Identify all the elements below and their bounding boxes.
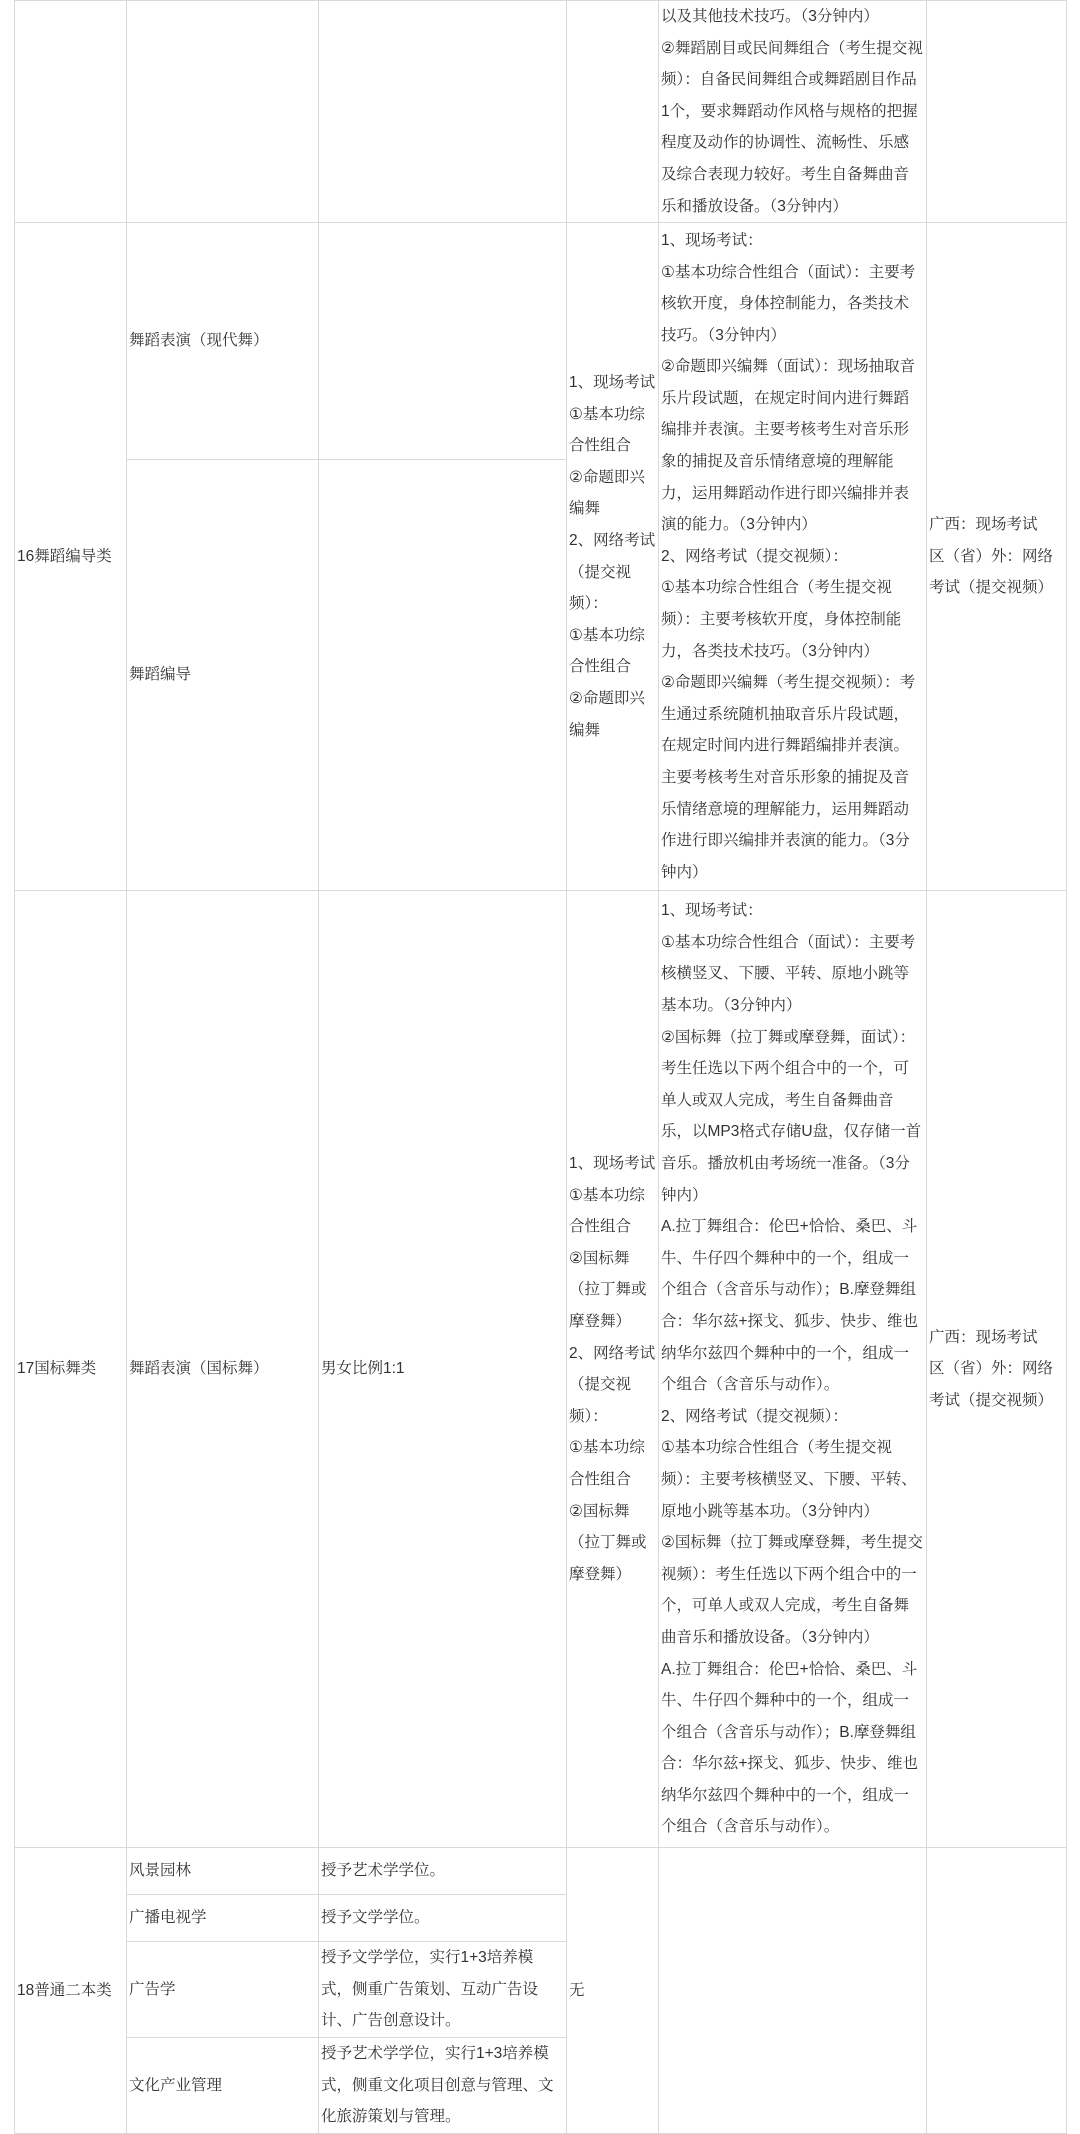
table-row — [15, 1848, 1067, 1895]
content-cell — [659, 1848, 927, 2134]
major-cell: 舞蹈表演（国标舞） — [127, 891, 319, 1848]
projects-cell — [567, 1, 659, 223]
location-cell — [927, 1, 1067, 223]
location-cell: 广西：现场考试 区（省）外：网络考试（提交视频） — [927, 891, 1067, 1848]
note-cell — [319, 223, 567, 460]
major-cell: 舞蹈编导 — [127, 460, 319, 891]
table-row — [15, 891, 1067, 1848]
note-cell: 授予文学学位，实行1+3培养模式，侧重广告策划、互动广告设计、广告创意设计。 — [319, 1942, 567, 2038]
note-cell — [319, 460, 567, 891]
note-cell: 男女比例1:1 — [319, 891, 567, 1848]
content-cell: 1、现场考试： ①基本功综合性组合（面试）：主要考核软开度，身体控制能力，各类技术技巧。（3分钟内） ②命题即兴编舞（面试）：现场抽取音乐片段试题，在规定时间内进行舞蹈编排并表演。主要考核考生对音乐形象的捕捉及音乐情绪意境的理解能力，运用舞蹈动作进行即兴编排并表演的能力。（3分钟内） 2、网络考试（提交视频）： ①基本功综合性组合（考生提交视频）：主要考核软开度，身体控制能力，各类技术技巧。（3分钟内） ②命题即兴编舞（考生提交视频）：考生通过系统随机抽取音乐片段试题，在规定时间内进行舞蹈编排并表演。主要考核考生对音乐形象的捕捉及音乐情绪意境的理解能力，运用舞蹈动作进行即兴编排并表演的能力。（3分钟内） — [659, 223, 927, 891]
major-cell: 舞蹈表演（现代舞） — [127, 223, 319, 460]
note-cell: 授予文学学位。 — [319, 1895, 567, 1942]
location-cell: 广西：现场考试 区（省）外：网络考试（提交视频） — [927, 223, 1067, 891]
note-cell: 授予艺术学学位。 — [319, 1848, 567, 1895]
category-cell: 17国标舞类 — [15, 891, 127, 1848]
category-cell: 16舞蹈编导类 — [15, 223, 127, 891]
major-cell: 广播电视学 — [127, 1895, 319, 1942]
exam-requirements-table — [14, 0, 1067, 2134]
location-cell — [927, 1848, 1067, 2134]
content-cell: 以及其他技术技巧。（3分钟内） ②舞蹈剧目或民间舞组合（考生提交视频）：自备民间舞组合或舞蹈剧目作品1个，要求舞蹈动作风格与规格的把握程度及动作的协调性、流畅性、乐感及综合表现力较好。考生自备舞曲音乐和播放设备。（3分钟内） — [659, 1, 927, 223]
major-cell: 广告学 — [127, 1942, 319, 2038]
projects-cell: 1、现场考试 ①基本功综合性组合 ②命题即兴编舞 2、网络考试（提交视频）： ①基本功综合性组合 ②命题即兴编舞 — [567, 223, 659, 891]
table-row — [15, 223, 1067, 460]
admission-table-container — [14, 0, 1066, 2134]
content-cell: 1、现场考试： ①基本功综合性组合（面试）：主要考核横竖叉、下腰、平转、原地小跳等基本功。（3分钟内） ②国标舞（拉丁舞或摩登舞，面试）：考生任选以下两个组合中的一个，可单人或双人完成，考生自备舞曲音乐，以MP3格式存储U盘，仅存储一首音乐。播放机由考场统一准备。（3分钟内） A.拉丁舞组合：伦巴+恰恰、桑巴、斗牛、牛仔四个舞种中的一个，组成一个组合（含音乐与动作）；B.摩登舞组合：华尔兹+探戈、狐步、快步、维也纳华尔兹四个舞种中的一个，组成一个组合（含音乐与动作）。 2、网络考试（提交视频）： ①基本功综合性组合（考生提交视频）：主要考核横竖叉、下腰、平转、原地小跳等基本功。（3分钟内） ②国标舞（拉丁舞或摩登舞，考生提交视频）：考生任选以下两个组合中的一个，可单人或双人完成，考生自备舞曲音乐和播放设备。（3分钟内） A.拉丁舞组合：伦巴+恰恰、桑巴、斗牛、牛仔四个舞种中的一个，组成一个组合（含音乐与动作）；B.摩登舞组合：华尔兹+探戈、狐步、快步、维也纳华尔兹四个舞种中的一个，组成一个组合（含音乐与动作）。 — [659, 891, 927, 1848]
projects-cell: 无 — [567, 1848, 659, 2134]
major-cell: 文化产业管理 — [127, 2038, 319, 2134]
major-cell — [127, 1, 319, 223]
category-cell — [15, 1, 127, 223]
projects-cell: 1、现场考试 ①基本功综合性组合 ②国标舞（拉丁舞或摩登舞） 2、网络考试（提交视频）： ①基本功综合性组合 ②国标舞（拉丁舞或摩登舞） — [567, 891, 659, 1848]
major-cell: 风景园林 — [127, 1848, 319, 1895]
category-cell: 18普通二本类 — [15, 1848, 127, 2134]
table-row — [15, 1, 1067, 223]
note-cell: 授予艺术学学位，实行1+3培养模式，侧重文化项目创意与管理、文化旅游策划与管理。 — [319, 2038, 567, 2134]
note-cell — [319, 1, 567, 223]
